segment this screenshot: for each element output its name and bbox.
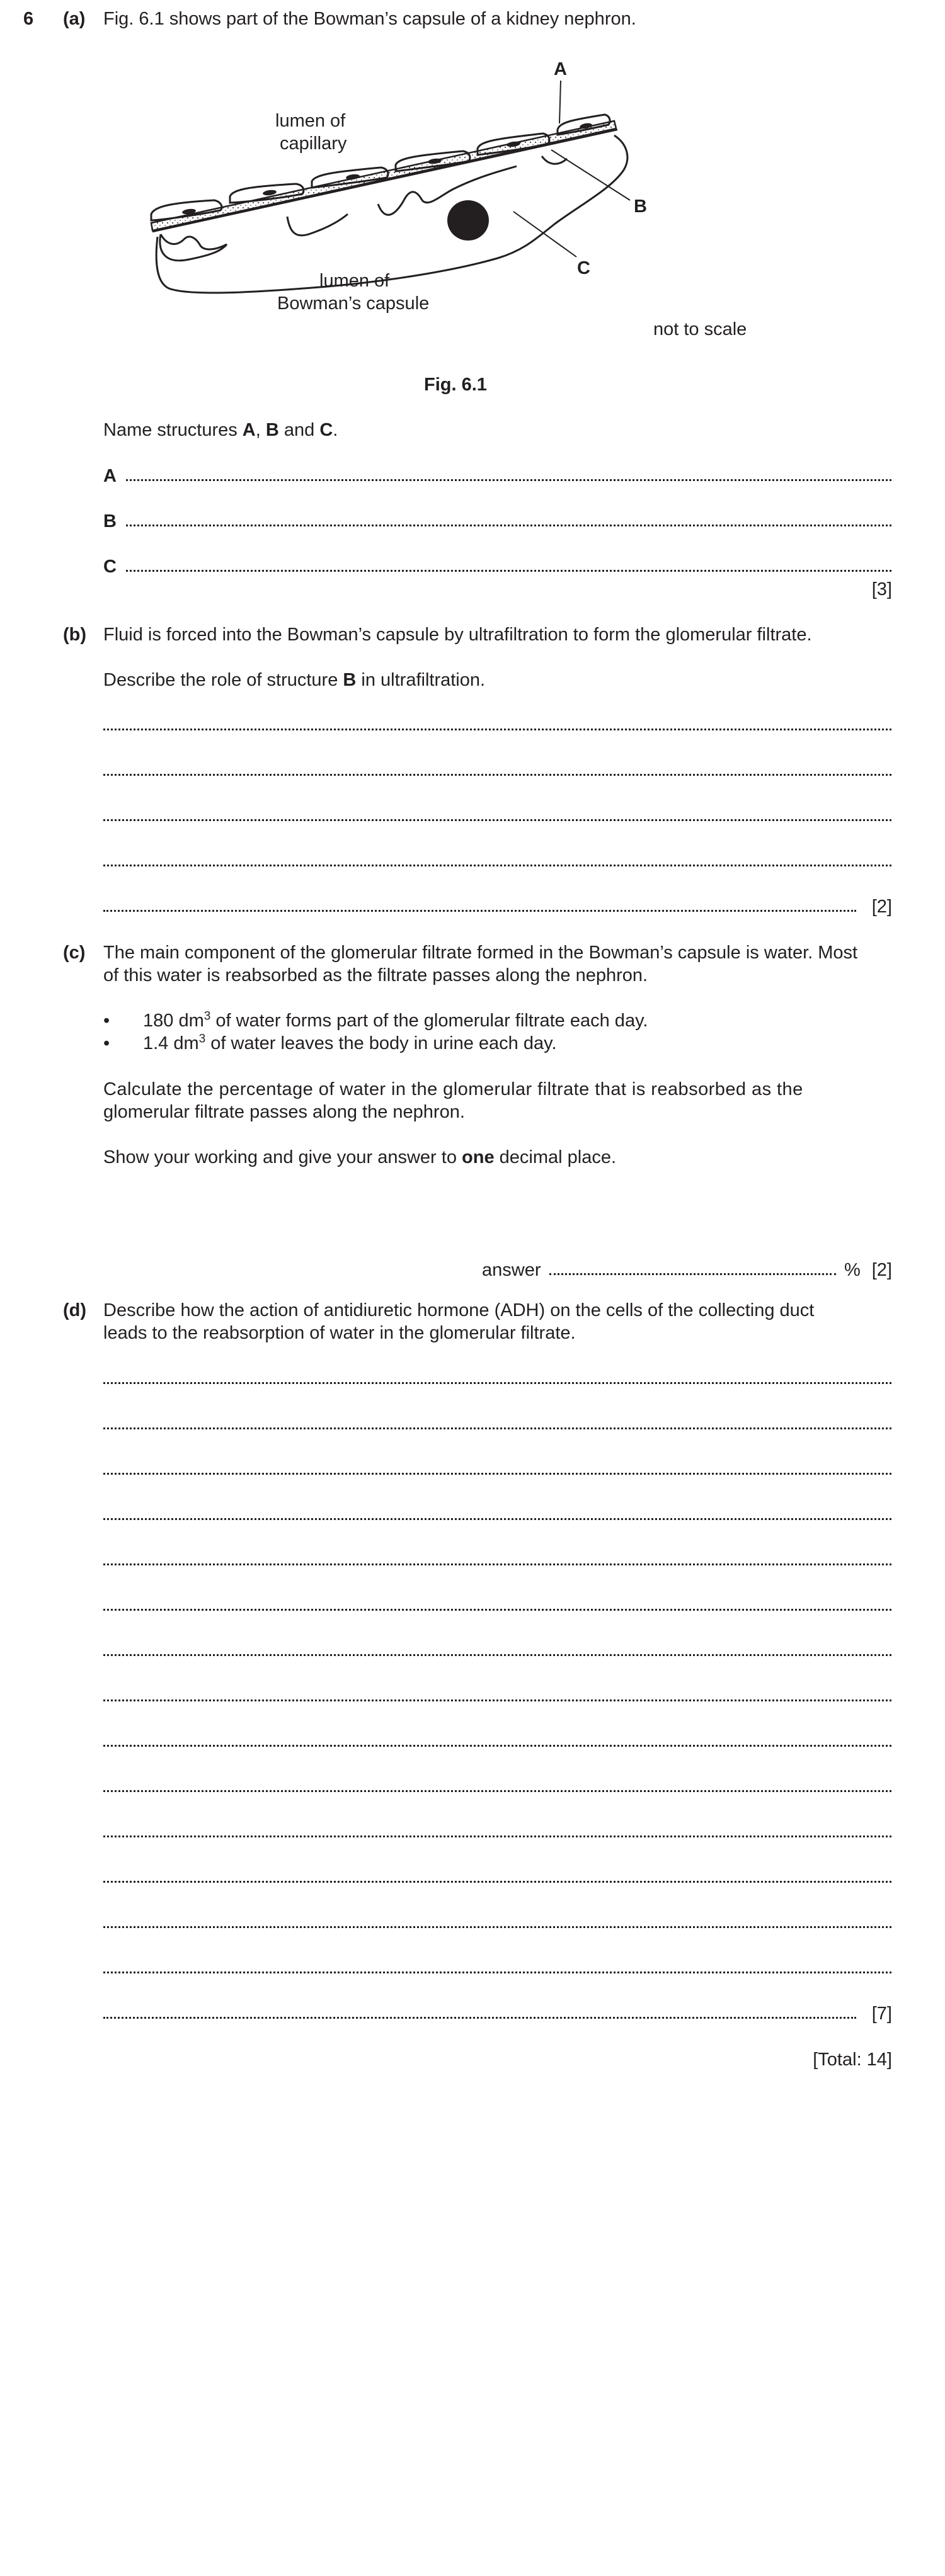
part-d-label: (d)	[63, 1300, 87, 1320]
part-d-answer-line-9[interactable]	[103, 1745, 891, 1747]
part-d-answer-line-14[interactable]	[103, 1972, 891, 1973]
bullet-2-marker: •	[103, 1033, 110, 1053]
part-d-answer-line-11[interactable]	[103, 1836, 891, 1837]
part-d-answer-line-2[interactable]	[103, 1427, 891, 1429]
part-a-prompt: Name structures A, B and C.	[103, 420, 338, 440]
part-d-text-line2: leads to the reabsorption of water in the glomerular filtrate.	[103, 1323, 576, 1343]
answer-label-C: C	[103, 557, 117, 577]
part-c-text2-line2: glomerular filtrate passes along the nephron.	[103, 1102, 465, 1122]
part-d-answer-line-8[interactable]	[103, 1699, 891, 1701]
part-d-answer-line-7[interactable]	[103, 1654, 891, 1656]
part-d-answer-line-4[interactable]	[103, 1518, 891, 1520]
part-c-label: (c)	[63, 943, 86, 963]
part-a-label: (a)	[63, 9, 86, 29]
bullet-2: 1.4 $dm^3$ of water leaves the body in urine each day.	[143, 1032, 557, 1053]
not-to-scale-note: not to scale	[653, 319, 747, 339]
bullet-1: 180 $dm^3$ of water forms part of the glomerular filtrate each day.	[143, 1009, 648, 1031]
label-lumen-bowman-2: Bowman’s capsule	[277, 293, 430, 314]
part-d-answer-line-5[interactable]	[103, 1563, 891, 1565]
endothelial-cells	[151, 115, 610, 220]
part-d-text-line1: Describe how the action of antidiuretic hormone (ADH) on the cells of the collecting duct	[103, 1300, 815, 1320]
answer-line-C[interactable]	[126, 570, 891, 572]
part-b-answer-line-2[interactable]	[103, 774, 891, 776]
part-d-answer-line-10[interactable]	[103, 1790, 891, 1792]
part-c-text3: Show your working and give your answer to one decimal place.	[103, 1147, 617, 1167]
part-b-answer-line-1[interactable]	[103, 729, 891, 730]
part-a-intro: Fig. 6.1 shows part of the Bowman’s capsule of a kidney nephron.	[103, 9, 636, 29]
part-b-marks: [2]	[871, 897, 892, 917]
answer-line-A[interactable]	[126, 479, 891, 481]
total-marks: [Total: 14]	[813, 2050, 892, 2070]
part-b-text2: Describe the role of structure B in ultrafiltration.	[103, 670, 486, 690]
part-a-marks: [3]	[871, 579, 892, 599]
part-d-answer-line-6[interactable]	[103, 1609, 891, 1611]
part-d-marks: [7]	[871, 2004, 892, 2024]
label-lumen-capillary-1: lumen of	[275, 111, 346, 131]
label-A: A	[554, 59, 567, 79]
part-d-answer-line-13[interactable]	[103, 1926, 891, 1928]
answer-label-A: A	[103, 466, 117, 486]
part-d-answer-line-3[interactable]	[103, 1473, 891, 1475]
part-b-answer-line-4[interactable]	[103, 865, 891, 866]
part-d-answer-line-12[interactable]	[103, 1881, 891, 1883]
answer-label-B: B	[103, 511, 117, 531]
part-b-label: (b)	[63, 625, 87, 645]
label-lumen-bowman-1: lumen of	[319, 271, 390, 291]
bowmans-capsule-diagram	[0, 0, 945, 378]
part-b-answer-line-5[interactable]	[103, 910, 856, 912]
label-lumen-capillary-2: capillary	[280, 133, 347, 154]
part-d-answer-line-15[interactable]	[103, 2017, 856, 2019]
part-b-text1: Fluid is forced into the Bowman’s capsule by ultrafiltration to form the glomerular filtrate.	[103, 625, 812, 645]
question-number: 6	[23, 9, 34, 29]
part-c-answer-line[interactable]	[549, 1273, 836, 1275]
part-c-marks: [2]	[871, 1260, 892, 1280]
part-c-text1-line1: The main component of the glomerular filtrate formed in the Bowman’s capsule is water. Most	[103, 943, 858, 963]
label-B: B	[634, 196, 647, 217]
part-d-answer-line-1[interactable]	[103, 1382, 891, 1384]
part-c-answer-label: answer	[482, 1260, 541, 1280]
part-b-answer-line-3[interactable]	[103, 819, 891, 821]
figure-caption: Fig. 6.1	[424, 375, 487, 395]
bullet-1-marker: •	[103, 1011, 110, 1031]
label-C: C	[577, 258, 590, 278]
podocyte-nucleus	[447, 200, 489, 241]
part-c-unit: %	[844, 1260, 861, 1280]
part-c-text2-line1: Calculate the percentage of water in the glomerular filtrate that is reabsorbed as the	[103, 1079, 803, 1099]
answer-line-B[interactable]	[126, 525, 891, 526]
part-c-text1-line2: of this water is reabsorbed as the filtrate passes along the nephron.	[103, 965, 648, 985]
